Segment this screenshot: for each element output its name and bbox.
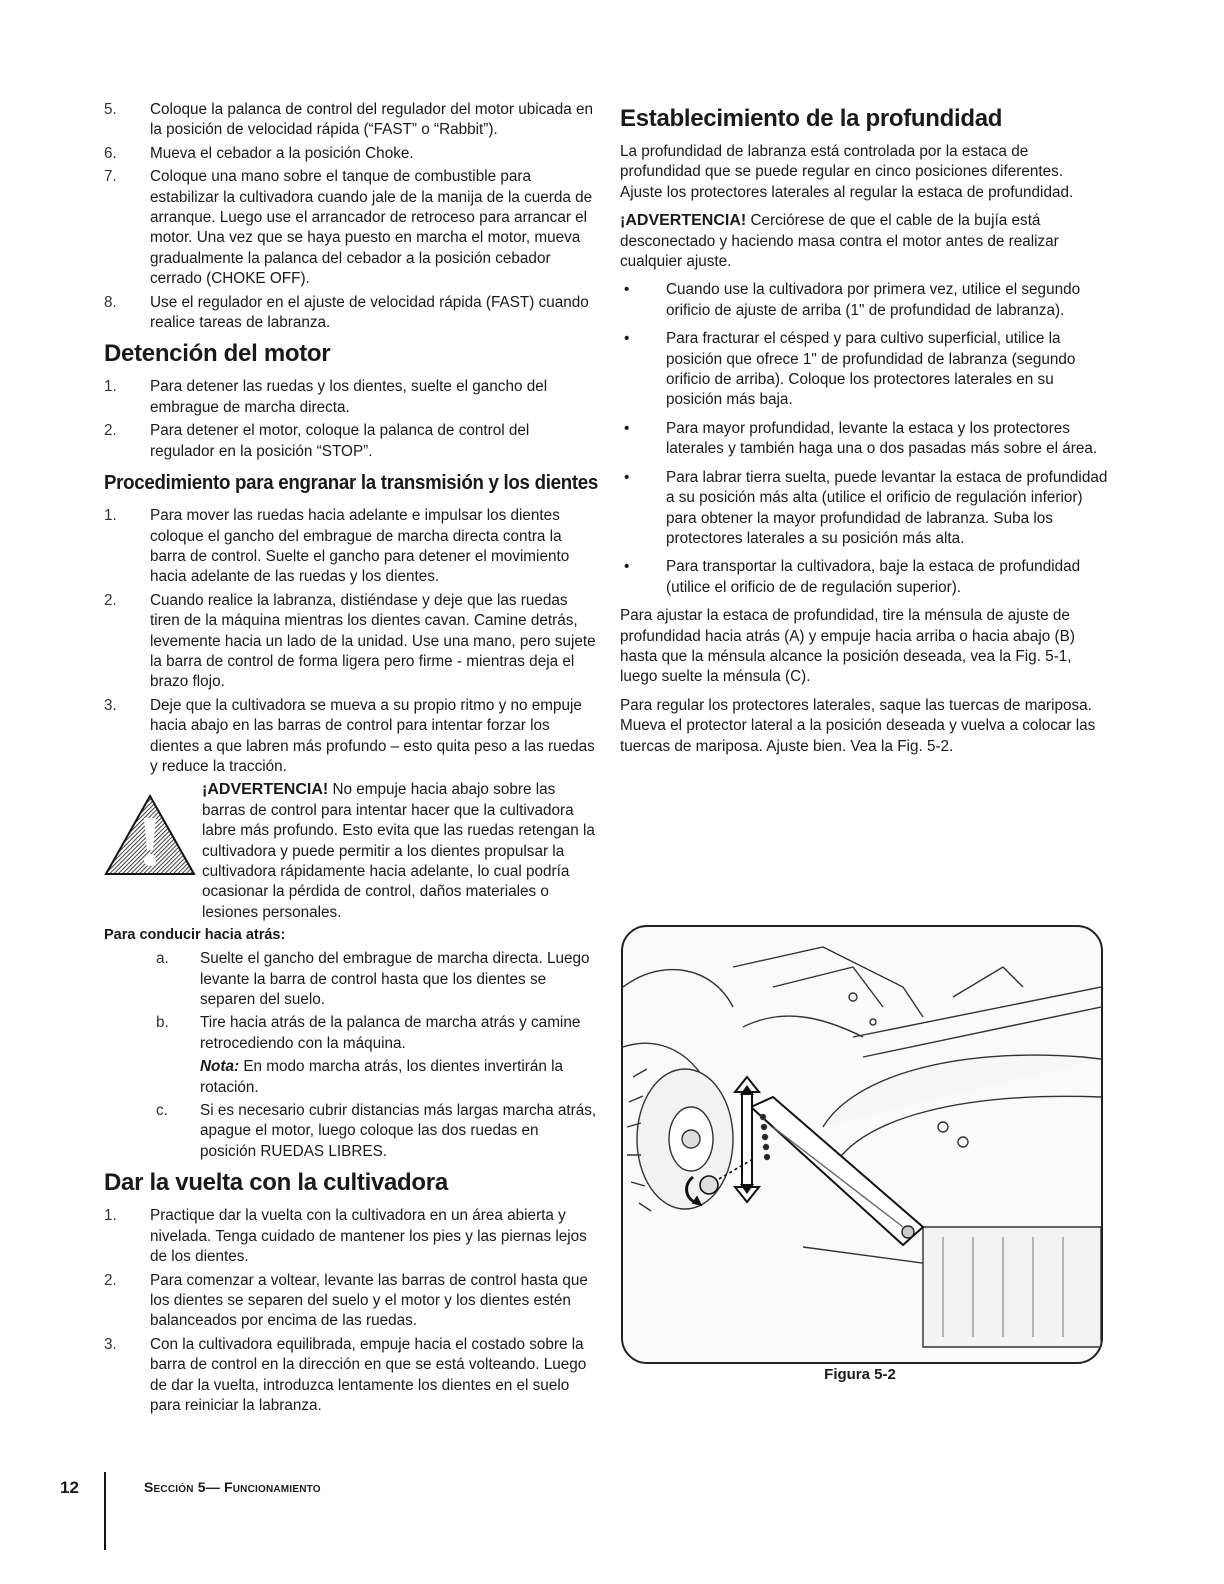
depth-warning-label: ¡ADVERTENCIA! <box>620 212 747 230</box>
footer-divider <box>104 1472 106 1550</box>
list-item-text: Mueva el cebador a la posición Choke. <box>150 144 414 162</box>
list-item-text: Coloque la palanca de control del regulador del motor ubicada en la posición de velocidad rápida (“FAST” o “Rabbit”). <box>150 101 594 139</box>
list-item-number: c. <box>156 1102 168 1120</box>
list-item <box>156 949 598 1010</box>
list-item-text: Con la cultivadora equilibrada, empuje hacia el costado sobre la barra de control en la dirección en que se está volteando. Luego de dar la vuelta, introduzca lentamente los dientes en el suelo para reiniciar la labranza. <box>150 1335 587 1414</box>
bullet-item <box>620 419 1108 460</box>
depth-warning <box>620 211 1108 272</box>
depth-warning-body: Cerciórese de que el cable de la bujía está desconectado y haciendo masa contra el motor antes de realizar cualquier ajuste. <box>620 212 1059 271</box>
bullet-text: Para mayor profundidad, levante la estaca y los protectores laterales y también haga una o dos pasadas más sobre el área. <box>666 419 1098 458</box>
turn-steps-list <box>104 1206 598 1416</box>
engage-heading: Procedimiento para engranar la transmisión y los dientes <box>104 472 599 495</box>
list-item-text: Para mover las ruedas hacia adelante e impulsar los dientes coloque el gancho del embrague de marcha directa contra la barra de control. Suelte el gancho para detener el movimiento hacia adelante de las ruedas y los dientes. <box>150 507 570 586</box>
list-item <box>104 506 598 588</box>
right-column <box>620 100 1108 765</box>
bullet-item <box>620 557 1108 598</box>
list-item <box>104 1271 598 1332</box>
bullet-marker: • <box>624 281 630 299</box>
list-item-number: 2. <box>104 422 117 440</box>
bullet-marker: • <box>624 419 630 437</box>
list-item-text: Use el regulador en el ajuste de velocidad rápida (FAST) cuando realice tareas de labranza. <box>150 293 589 332</box>
list-item <box>104 696 598 778</box>
figure-5-2-illustration <box>621 925 1103 1364</box>
list-item-number: a. <box>156 950 169 968</box>
bullet-marker: • <box>624 558 630 576</box>
list-item <box>104 1206 598 1267</box>
depth-heading: Establecimiento de la profundidad <box>620 105 1003 132</box>
warning-block <box>104 780 598 923</box>
adjust-paragraph: Para ajustar la estaca de profundidad, tire la ménsula de ajuste de profundidad hacia atrás (A) y empuje hacia arriba o hacia abajo (B) hasta que la ménsula alcance la posición deseada, vea la Fig. 5-1, luego suelte la ménsula (C). <box>620 607 1075 686</box>
list-item <box>104 1335 598 1417</box>
start-steps-list <box>104 100 598 333</box>
list-item-number: 2. <box>104 1271 117 1289</box>
stop-engine-heading: Detención del motor <box>104 340 331 368</box>
list-item-text: Coloque una mano sobre el tanque de combustible para estabilizar la cultivadora cuando jale de la manija de la cuerda de arranque. Luego use el arrancador de retroceso para arrancar el motor. Una vez que se haya puesto en marcha el motor, mueva gradualmente la palanca del cebador a la posición cebador cerrado (CHOKE OFF). <box>150 168 593 288</box>
warning-body: No empuje hacia abajo sobre las barras de control para intentar hacer que la cultivadora labre más profundo. Esto evita que las ruedas retengan la cultivadora y puede permitir a los dientes propulsar la cultivadora rápidamente hacia adelante, lo cual podría ocasionar la pérdida de control, daños materiales o lesiones personales. <box>202 781 595 921</box>
bullet-item <box>620 280 1108 321</box>
bullet-item <box>620 468 1108 550</box>
bullet-marker: • <box>624 468 630 486</box>
engage-steps-list <box>104 506 598 777</box>
warning-text <box>202 780 598 923</box>
depth-intro: La profundidad de labranza está controlada por la estaca de profundidad que se puede regular en cinco posiciones diferentes. Ajuste los protectores laterales al regular la estaca de profundidad. <box>620 143 1074 201</box>
list-item-text: Para comenzar a voltear, levante las barras de control hasta que los dientes se separen del suelo y el motor y los dientes estén balanceados por encima de las ruedas. <box>150 1271 588 1330</box>
warning-label: ¡ADVERTENCIA! <box>202 781 329 799</box>
list-item <box>104 377 598 418</box>
bullet-marker: • <box>624 330 630 348</box>
list-item <box>104 293 598 334</box>
warning-triangle-icon <box>104 780 202 923</box>
list-item <box>156 1101 598 1162</box>
reverse-steps-list <box>104 949 598 1054</box>
stop-steps-list <box>104 377 598 462</box>
shields-paragraph: Para regular los protectores laterales, saque las tuercas de mariposa. Mueva el protector lateral a la posición deseada y vuelva a colocar las tuercas de mariposa. Ajuste bien. Vea la Fig. 5-2. <box>620 696 1096 755</box>
list-item-number: 3. <box>104 696 117 714</box>
list-item-text: Tire hacia atrás de la palanca de marcha atrás y camine retrocediendo con la máquina. <box>200 1014 581 1052</box>
reverse-heading: Para conducir hacia atrás: <box>104 927 286 944</box>
list-item-number: 6. <box>104 144 117 162</box>
list-item <box>104 167 598 289</box>
list-item <box>104 100 598 141</box>
left-column <box>104 100 598 1419</box>
reverse-steps-list-c <box>104 1101 598 1162</box>
list-item-text: Para detener el motor, coloque la palanca de control del regulador en la posición “STOP”. <box>150 422 530 460</box>
list-item-text: Cuando realice la labranza, distiéndase y deje que las ruedas tiren de la máquina mientras los dientes cavan. Camine detrás, levemente hacia un lado de la unidad. Use una mano, pero sujete la barra de control de forma ligera pero firme - mientras deja el brazo flojo. <box>150 591 596 691</box>
page-number: 12 <box>60 1478 79 1497</box>
list-item-text: Si es necesario cubrir distancias más largas marcha atrás, apague el motor, luego coloque las dos ruedas en posición RUEDAS LIBRES. <box>200 1102 597 1160</box>
bullet-item <box>620 329 1108 411</box>
list-item-number: 8. <box>104 293 117 311</box>
list-item <box>104 144 598 164</box>
note-body: En modo marcha atrás, los dientes invertirán la rotación. <box>200 1058 564 1096</box>
list-item-number: 7. <box>104 168 117 186</box>
list-item <box>156 1013 598 1054</box>
bullet-text: Para labrar tierra suelta, puede levantar la estaca de profundidad a su posición más alta (utilice el orificio de regulación inferior) para obtener la mayor profundidad de labranza. Suba los protectores laterales a su posición más alta. <box>666 468 1108 547</box>
list-item-number: 1. <box>104 507 117 525</box>
depth-bullet-list <box>620 280 1108 598</box>
bullet-text: Para transportar la cultivadora, baje la estaca de profundidad (utilice el orificio de de regulación superior). <box>666 558 1081 596</box>
turn-heading: Dar la vuelta con la cultivadora <box>104 1169 448 1197</box>
section-title: Sección 5— Funcionamiento <box>144 1479 321 1495</box>
list-item-text: Practique dar la vuelta con la cultivadora en un área abierta y nivelada. Tenga cuidado de mantener los pies y las piernas lejos de los dientes. <box>150 1207 587 1266</box>
figure-caption: Figura 5-2 <box>824 1366 896 1383</box>
list-item <box>104 421 598 462</box>
list-item-text: Suelte el gancho del embrague de marcha directa. Luego levante la barra de control hasta que los dientes se separen del suelo. <box>200 950 590 1009</box>
bullet-text: Cuando use la cultivadora por primera vez, utilice el segundo orificio de ajuste de arriba (1" de profundidad de labranza). <box>666 281 1081 319</box>
list-item-number: 5. <box>104 101 117 118</box>
reverse-note <box>200 1057 598 1098</box>
list-item-number: 1. <box>104 1207 117 1225</box>
note-label: Nota: <box>200 1058 240 1076</box>
list-item-text: Para detener las ruedas y los dientes, suelte el gancho del embrague de marcha directa. <box>150 378 548 416</box>
list-item <box>104 591 598 693</box>
list-item-number: 2. <box>104 591 117 609</box>
bullet-text: Para fracturar el césped y para cultivo superficial, utilice la posición que ofrece 1" de profundidad de labranza (segundo orificio de arriba). Coloque los protectores laterales en su posición más baja. <box>666 330 1076 409</box>
list-item-number: 1. <box>104 378 117 396</box>
list-item-text: Deje que la cultivadora se mueva a su propio ritmo y no empuje hacia abajo en las barras de control para intentar forzar los dientes a que labren más profundo – esto quita peso a las ruedas y reduce la tracción. <box>150 696 595 775</box>
list-item-number: 3. <box>104 1335 117 1353</box>
list-item-number: b. <box>156 1014 169 1032</box>
